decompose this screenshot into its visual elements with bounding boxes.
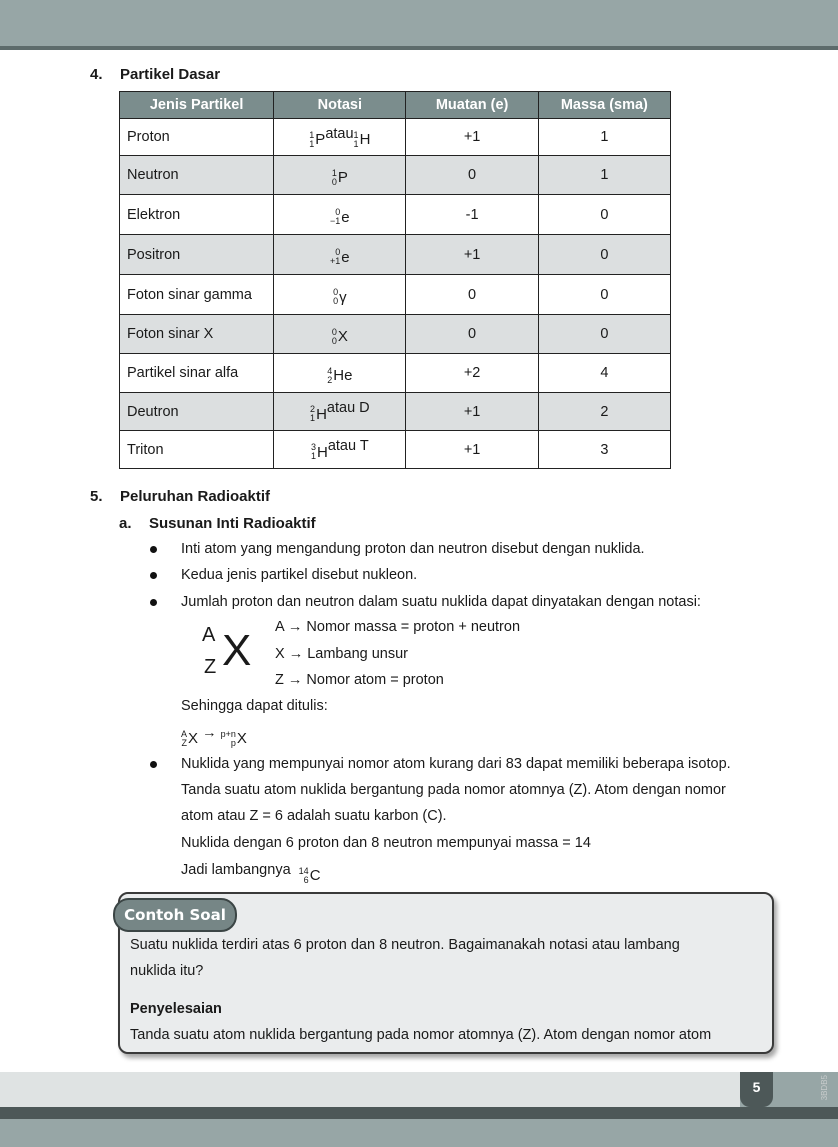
header-massa: Massa (sma) — [538, 92, 670, 119]
particle-mass: 0 — [538, 235, 670, 275]
particle-notation — [274, 315, 406, 354]
mass-number: 0 — [333, 287, 339, 297]
atomic-number-symbol: Z — [204, 656, 217, 678]
nuclide-symbol — [310, 405, 327, 423]
mass-number: 0 — [335, 207, 341, 217]
atomic-number: 1 — [353, 138, 359, 149]
arrow-icon: → — [202, 725, 217, 741]
particle-mass: 2 — [538, 393, 670, 431]
particle-name: Foton sinar X — [120, 315, 274, 354]
subsection-a-heading — [119, 515, 316, 532]
section-4-heading — [90, 66, 220, 83]
definition-x: X → Lambang unsur — [275, 646, 408, 662]
atomic-number: 2 — [327, 374, 333, 385]
nuclide-symbol — [330, 208, 350, 226]
nuclide-symbol — [311, 443, 328, 461]
header-jenis: Jenis Partikel — [120, 92, 274, 119]
atomic-number: 1 — [309, 138, 315, 149]
bullet-4-line-2: Tanda suatu atom nuklida bergantung pada nomor atomnya (Z). Atom dengan nomor — [181, 782, 726, 798]
particle-name: Neutron — [120, 156, 274, 195]
bullet-text: Kedua jenis partikel disebut nukleon. — [181, 567, 418, 583]
bullet-4-line-3: atom atau Z = 6 adalah suatu karbon (C). — [181, 808, 447, 824]
particle-charge: +1 — [406, 119, 538, 156]
mass-number-symbol: A — [202, 624, 216, 646]
definition-z: Z → Nomor atom = proton — [275, 672, 444, 688]
particle-notation — [274, 275, 406, 315]
atomic-number: 0 — [331, 176, 337, 187]
header-bar — [0, 0, 838, 50]
particle-notation — [274, 393, 406, 431]
formula-left-sup: A — [181, 729, 188, 739]
element-symbol: X — [222, 626, 252, 675]
element-symbol: e — [341, 208, 350, 226]
nuclide-symbol — [327, 367, 352, 385]
footer-stripe — [0, 1107, 838, 1119]
particle-mass: 0 — [538, 275, 670, 315]
sehingga-text: Sehingga dapat ditulis: — [181, 698, 328, 714]
carbon-atomic-number: 6 — [303, 875, 309, 885]
nuclide-symbol — [332, 169, 348, 187]
mass-number: 3 — [310, 442, 316, 452]
nuclide-symbol — [354, 131, 371, 149]
definition-a: A → Nomor massa = proton + neutron — [275, 619, 521, 635]
bullet-dot — [150, 599, 157, 606]
table-row — [120, 393, 671, 431]
particle-mass: 1 — [538, 156, 670, 195]
element-symbol: γ — [339, 288, 347, 306]
formula-line — [181, 720, 776, 752]
formula-left-sub: Z — [181, 738, 188, 748]
notation-separator: atau T — [327, 438, 369, 454]
atomic-number: 0 — [333, 296, 339, 306]
section-title: Peluruhan Radioaktif — [120, 488, 271, 505]
bullet-4-line-1: Nuklida yang mempunyai nomor atom kurang dari 83 dapat memiliki beberapa isotop. — [181, 756, 731, 772]
formula-right-sup: p+n — [220, 729, 236, 739]
element-symbol: P — [315, 131, 326, 148]
mass-number: 1 — [331, 167, 337, 178]
atomic-number: 1 — [310, 451, 316, 461]
table-row — [120, 195, 671, 235]
nuclide-symbol — [330, 248, 350, 266]
formula-right-symbol: X — [236, 730, 247, 747]
header-notasi: Notasi — [274, 92, 406, 119]
notation-separator: atau D — [326, 400, 370, 416]
mass-number: 2 — [310, 404, 316, 414]
particle-notation — [274, 235, 406, 275]
particle-name: Partikel sinar alfa — [120, 354, 274, 393]
atomic-number: −1 — [330, 216, 341, 226]
particle-charge: 0 — [406, 315, 538, 354]
element-symbol: H — [359, 131, 371, 148]
element-symbol: P — [337, 169, 348, 186]
nuclide-symbol — [333, 288, 347, 306]
mass-number: 1 — [353, 129, 359, 140]
mass-number: 0 — [335, 247, 341, 257]
table-row — [120, 235, 671, 275]
particle-notation — [274, 195, 406, 235]
formula-left-symbol: X — [188, 730, 199, 747]
atomic-number: 1 — [310, 413, 316, 423]
section-title: Partikel Dasar — [120, 66, 221, 83]
element-symbol: H — [317, 443, 328, 461]
example-label: Contoh Soal — [113, 898, 237, 932]
bullet-dot — [150, 546, 157, 553]
formula-right-sub: p — [230, 738, 236, 748]
subsection-letter: a. — [119, 515, 132, 532]
table-row — [120, 119, 671, 156]
question-line-1: Suatu nuklida terdiri atas 6 proton dan 8 neutron. Bagaimanakah notasi atau lambang — [130, 937, 680, 953]
bullet-dot — [150, 761, 157, 768]
section-number: 5. — [90, 488, 103, 505]
particle-table — [119, 91, 671, 469]
solution-title: Penyelesaian — [130, 1001, 222, 1017]
table-row — [120, 156, 671, 195]
table-row — [120, 275, 671, 315]
particle-name: Triton — [120, 431, 274, 469]
bullet-text: Inti atom yang mengandung proton dan neutron disebut dengan nuklida. — [181, 541, 645, 557]
nuclide-symbol — [332, 328, 348, 346]
particle-name: Foton sinar gamma — [120, 275, 274, 315]
atomic-number: +1 — [330, 256, 341, 266]
side-code: 3BDB5 — [820, 1075, 829, 1101]
element-symbol: He — [333, 367, 353, 384]
footer-light-band — [0, 1072, 740, 1107]
table-row — [120, 354, 671, 393]
table-header-row — [120, 92, 671, 119]
section-number: 4. — [90, 66, 103, 83]
particle-mass: 3 — [538, 431, 670, 469]
element-symbol: e — [341, 248, 350, 266]
particle-mass: 4 — [538, 354, 670, 393]
bullet-dot — [150, 572, 157, 579]
particle-charge: +1 — [406, 431, 538, 469]
table-row — [120, 431, 671, 469]
carbon-mass-number: 14 — [298, 866, 309, 876]
mass-number: 4 — [327, 365, 333, 376]
mass-number: 1 — [309, 129, 315, 140]
particle-charge: +2 — [406, 354, 538, 393]
atomic-number: 0 — [331, 335, 337, 346]
particle-mass: 1 — [538, 119, 670, 156]
particle-notation — [274, 431, 406, 469]
header-muatan: Muatan (e) — [406, 92, 538, 119]
nuclide-symbol — [309, 131, 325, 149]
particle-notation — [274, 354, 406, 393]
particle-charge: -1 — [406, 195, 538, 235]
carbon-symbol: C — [309, 867, 321, 884]
bullet-4-line-5 — [181, 857, 776, 889]
nuclide-notation-large — [200, 624, 260, 684]
particle-charge: +1 — [406, 393, 538, 431]
question-line-2: nuklida itu? — [130, 963, 204, 979]
particle-notation — [274, 119, 406, 156]
particle-mass: 0 — [538, 315, 670, 354]
bullet-text: Jumlah proton dan neutron dalam suatu nuklida dapat dinyatakan dengan notasi: — [181, 594, 701, 610]
solution-line: Tanda suatu atom nuklida bergantung pada nomor atomnya (Z). Atom dengan nomor atom — [130, 1027, 712, 1043]
particle-charge: 0 — [406, 275, 538, 315]
particle-charge: +1 — [406, 235, 538, 275]
page-number: 5 — [740, 1072, 773, 1107]
section-5-heading — [90, 488, 270, 505]
table-row — [120, 315, 671, 354]
element-symbol: X — [337, 328, 348, 345]
subsection-title: Susunan Inti Radioaktif — [149, 515, 316, 532]
notation-separator: atau — [325, 125, 354, 142]
particle-name: Elektron — [120, 195, 274, 235]
particle-mass: 0 — [538, 195, 670, 235]
jadi-text: Jadi lambangnya — [181, 862, 291, 878]
particle-charge: 0 — [406, 156, 538, 195]
particle-name: Deutron — [120, 393, 274, 431]
element-symbol: H — [316, 405, 327, 423]
particle-notation — [274, 156, 406, 195]
particle-name: Proton — [120, 119, 274, 156]
bullet-4-line-4: Nuklida dengan 6 proton dan 8 neutron mempunyai massa = 14 — [181, 835, 591, 851]
mass-number: 0 — [331, 326, 337, 337]
particle-name: Positron — [120, 235, 274, 275]
